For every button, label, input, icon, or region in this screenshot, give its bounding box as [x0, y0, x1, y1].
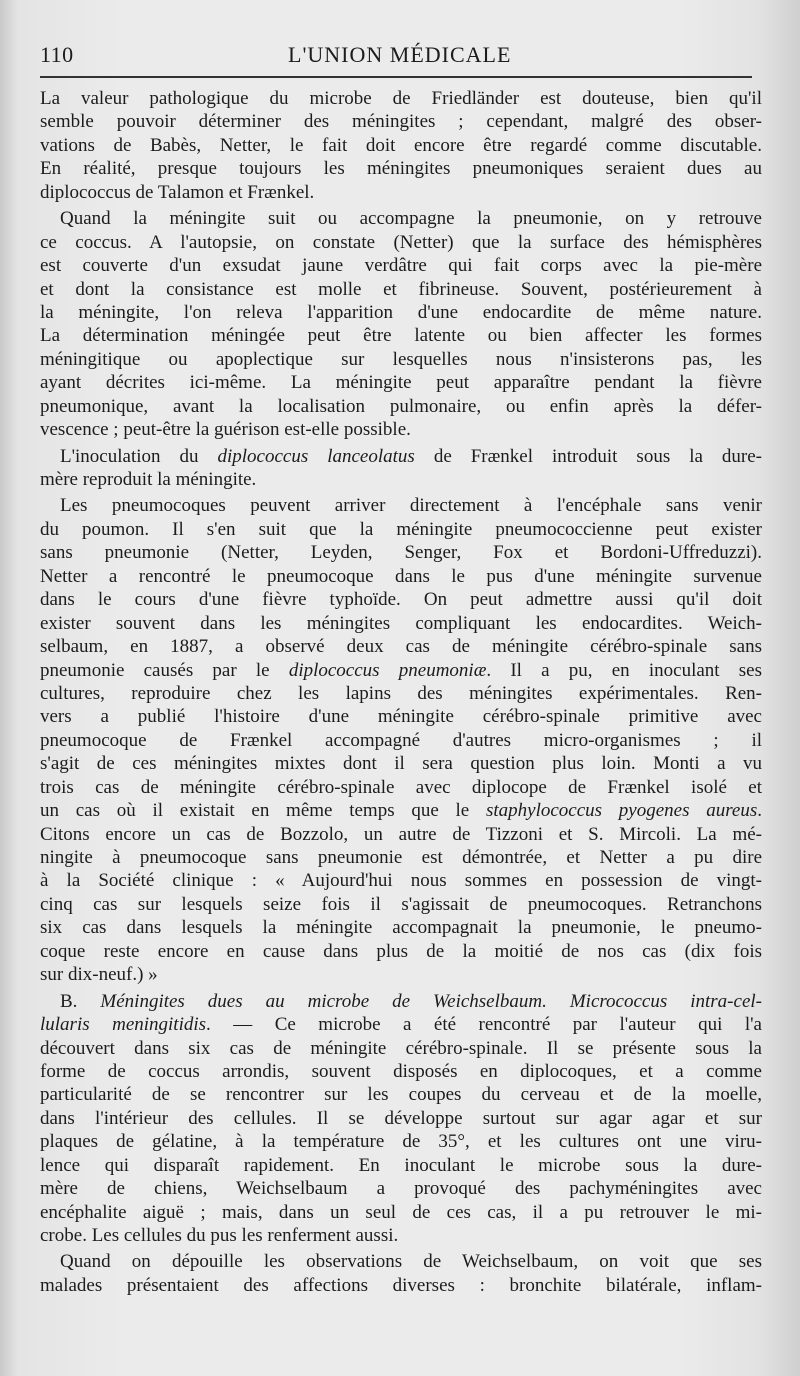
- text-line: lence qui disparaît rapidement. En inoculant le microbe sous la dure-: [40, 1154, 762, 1176]
- text-line: coque reste encore en cause dans plus de la moitié de nos cas (dix fois: [40, 940, 762, 962]
- text-line: [40, 990, 762, 1013]
- text-line: La détermination méningée peut être latente ou bien affecter les formes: [40, 325, 762, 347]
- text-line: diplococcus de Talamon et Frænkel.: [40, 181, 315, 203]
- paragraph: [40, 990, 762, 1248]
- text-line: vescence ; peut-être la guérison est-elle possible.: [40, 419, 411, 441]
- text-line: s'agit de ces méningites mixtes dont il sera question plus loin. Monti a vu: [40, 753, 762, 775]
- text-line: plaques de gélatine, à la température de 35°, et les cultures ont une viru-: [40, 1131, 762, 1153]
- text-line: La valeur pathologique du microbe de Friedländer est douteuse, bien qu'il: [40, 88, 762, 109]
- text-line: découvert dans six cas de méningite cérébro-spinale. Il se présente sous la: [40, 1037, 762, 1059]
- text-line: forme de coccus arrondis, souvent disposés en diplocoques, et a comme: [40, 1060, 762, 1082]
- paragraph: [40, 494, 762, 986]
- page-number: 110: [40, 42, 74, 67]
- text-line: particularité de se rencontrer sur les coupes du cerveau et de la moelle,: [40, 1084, 762, 1106]
- text-line: six cas dans lesquels la méningite accompagnait la pneumonie, le pneumo-: [40, 917, 762, 939]
- text-line: dans le cours d'une fièvre typhoïde. On peut admettre aussi qu'il doit: [40, 589, 762, 611]
- text-segment: . Il a pu, en inoculant ses: [486, 659, 762, 681]
- text-line: [40, 799, 762, 822]
- text-line: vations de Babès, Netter, le fait doit encore être regardé comme discutable.: [40, 134, 762, 156]
- text-segment: L'inoculation du: [60, 445, 218, 467]
- text-segment: . — Ce microbe a été rencontré par l'auteur qui l'a: [206, 1014, 762, 1036]
- text-line: méningitique ou apoplectique sur lesquelles nous n'insisterons pas, les: [40, 348, 762, 370]
- text-line: ayant décrites ici-même. La méningite peut apparaître pendant la fièvre: [40, 372, 762, 394]
- italic-term: diplococcus lanceolatus: [217, 445, 415, 467]
- text-line: est couverte d'un exsudat jaune verdâtre qui fait corps avec la pie-mère: [40, 255, 762, 277]
- text-line: [40, 445, 762, 468]
- italic-term: lularis meningitidis: [40, 1014, 207, 1036]
- paragraph: [40, 445, 762, 492]
- text-line: cinq cas sur lesquels seize fois il s'agissait de pneumocoques. Retranchons: [40, 893, 762, 915]
- text-line: à la Société clinique : « Aujourd'hui nous sommes en possession de vingt-: [40, 870, 762, 892]
- text-line: Quand la méningite suit ou accompagne la pneumonie, on y retrouve: [60, 208, 762, 230]
- text-line: cultures, reproduire chez les lapins des méningites expérimentales. Ren-: [40, 682, 762, 704]
- text-line: semble pouvoir déterminer des méningites ; cependant, malgré des obser-: [40, 111, 762, 133]
- italic-term: staphylococcus pyogenes aureus: [485, 800, 758, 822]
- text-line: ce coccus. A l'autopsie, on constate (Netter) que la surface des hémisphères: [40, 231, 762, 253]
- text-line: crobe. Les cellules du pus les renferment aussi.: [40, 1225, 399, 1246]
- text-line: exister souvent dans les méningites compliquant les endocardites. Weich-: [40, 612, 762, 634]
- text-line: mère reproduit la méningite.: [40, 469, 257, 490]
- text-line: En réalité, presque toujours les méningites pneumoniques seraient dues au: [40, 158, 762, 180]
- text-line: [40, 659, 762, 682]
- text-line: ningite à pneumocoque sans pneumonie est démontrée, et Netter a pu dire: [40, 847, 762, 868]
- text-line: sur dix-neuf.) »: [40, 964, 158, 986]
- text-segment: .: [757, 800, 762, 822]
- text-line: et dont la consistance est molle et fibrineuse. Souvent, postérieurement à: [40, 278, 762, 300]
- text-line: du poumon. Il s'en suit que la méningite pneumococcienne peut exister: [40, 518, 762, 540]
- running-title: L'UNION MÉDICALE: [288, 42, 512, 67]
- text-line: selbaum, en 1887, a observé deux cas de méningite cérébro-spinale sans: [40, 636, 762, 658]
- text-line: mère de chiens, Weichselbaum a provoqué des pachyméningites avec: [40, 1178, 762, 1200]
- text-line: encéphalite aiguë ; mais, dans un seul de ces cas, il a pu retrouver le mi-: [40, 1201, 762, 1223]
- text-line: la méningite, l'on releva l'apparition d'une endocardite de même nature.: [40, 301, 762, 323]
- text-line: Netter a rencontré le pneumocoque dans le pus d'une méningite survenue: [40, 565, 762, 587]
- text-line: pneumonique, avant la localisation pulmonaire, ou enfin après la défer-: [40, 395, 762, 417]
- text-segment: B.: [60, 990, 101, 1012]
- text-line: sans pneumonie (Netter, Leyden, Senger, Fox et Bordoni-Uffreduzzi).: [40, 542, 762, 564]
- text-line: Quand on dépouille les observations de Weichselbaum, on voit que ses: [60, 1251, 762, 1273]
- text-line: vers a publié l'histoire d'une méningite cérébro-spinale primitive avec: [40, 706, 762, 728]
- text-line: Citons encore un cas de Bozzolo, un autre de Tizzoni et S. Mircoli. La mé-: [40, 823, 762, 845]
- text-line: Les pneumocoques peuvent arriver directement à l'encéphale sans venir: [60, 495, 762, 517]
- text-line: dans l'intérieur des cellules. Il se développe surtout sur agar agar et sur: [40, 1107, 762, 1129]
- text-line: pneumocoque de Frænkel accompagné d'autres micro-organismes ; il: [40, 729, 762, 751]
- italic-term: diplococcus pneumoniæ: [288, 659, 487, 681]
- text-line: [40, 1013, 762, 1036]
- paragraph: [40, 87, 762, 204]
- italic-term: Méningites dues au microbe de Weichselbaum. Micrococcus intra-cel-: [100, 990, 762, 1012]
- paragraph: [40, 1250, 762, 1297]
- text-segment: de Frænkel introduit sous la dure-: [414, 445, 762, 467]
- text-line: malades présentaient des affections diverses : bronchite bilatérale, inflam-: [40, 1274, 762, 1296]
- text-segment: un cas où il existait en même temps que le: [40, 800, 486, 822]
- text-line: trois cas de méningite cérébro-spinale avec diplocope de Frænkel isolé et: [40, 776, 762, 798]
- header-rule: [40, 76, 752, 78]
- paragraph: [40, 207, 762, 441]
- body-text: [40, 87, 762, 1297]
- page-header: [40, 40, 760, 74]
- text-segment: pneumonie causés par le: [40, 659, 289, 681]
